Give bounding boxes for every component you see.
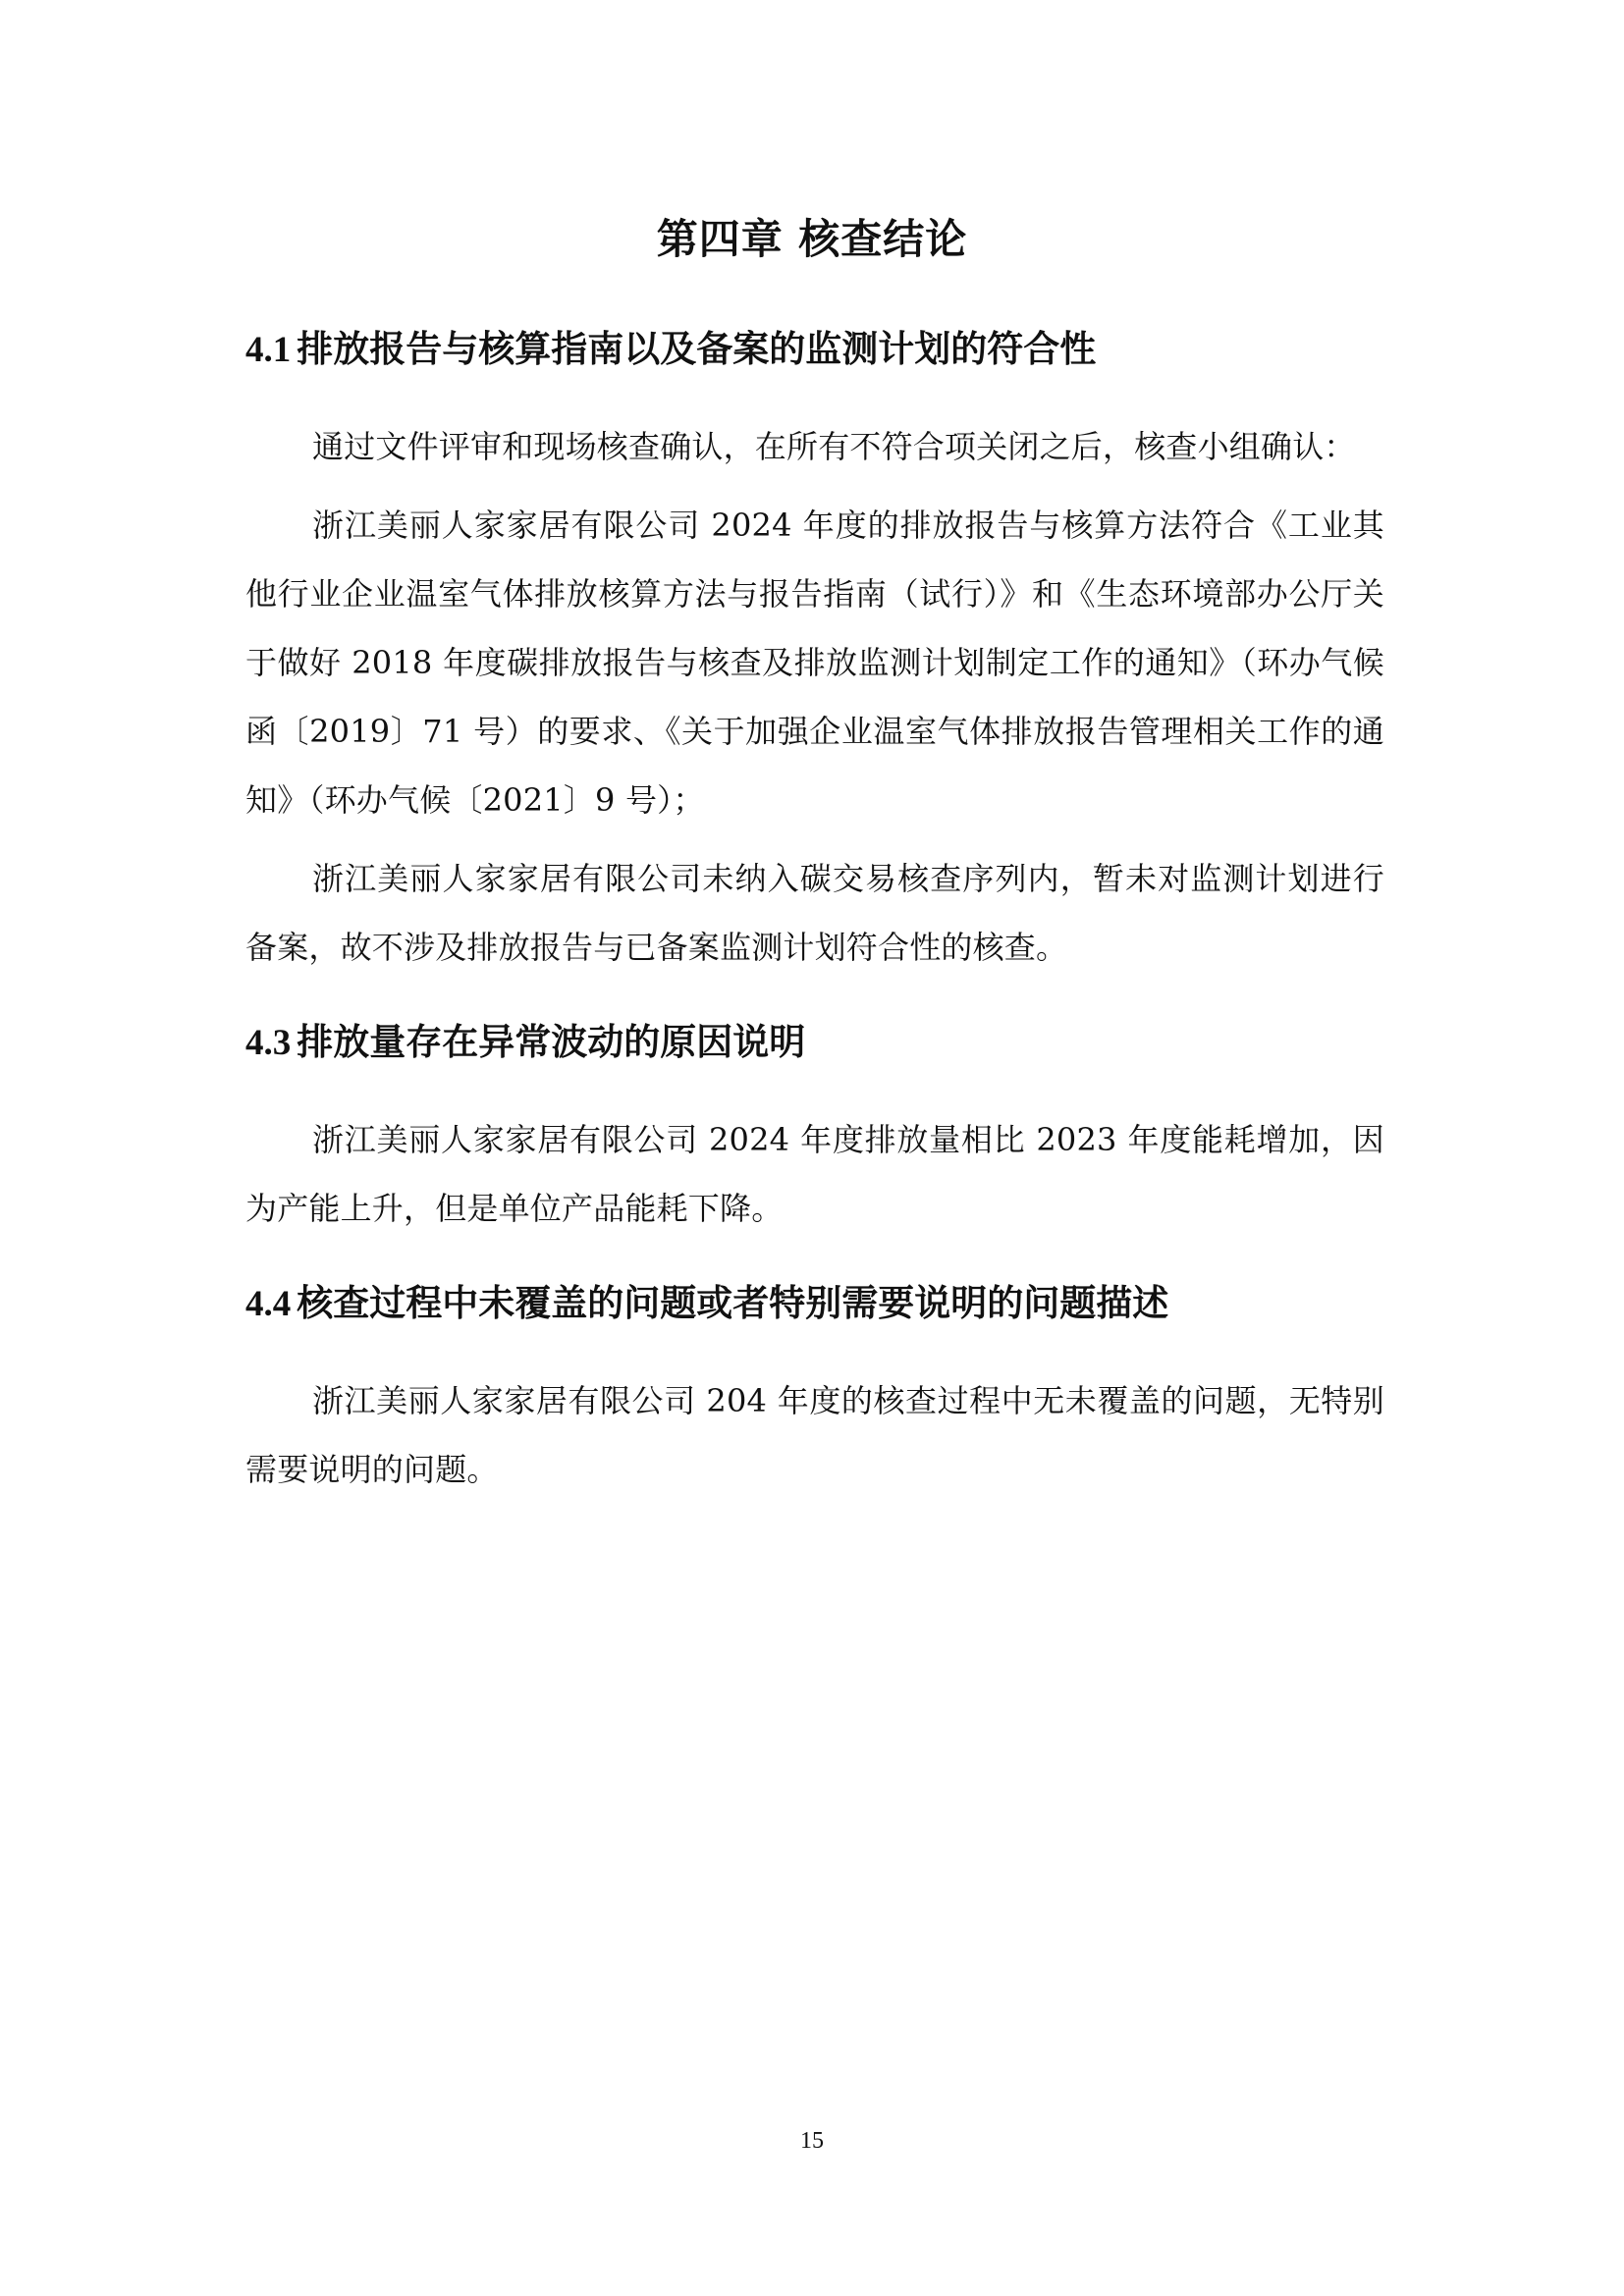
paragraph: 浙江美丽人家家居有限公司 204 年度的核查过程中无未覆盖的问题，无特别需要说明的问题。 — [245, 1382, 1384, 1488]
section-number: 4.3 — [245, 1023, 292, 1063]
paragraph: 浙江美丽人家家居有限公司 2024 年度的排放报告与核算方法符合《工业其他行业企业温室气体排放核算方法与报告指南（试行）》和《生态环境部办公厅关于做好 2018 年度碳排放报告与核查及排放监测计划制定工作的通知》（环办气候函〔2019〕71 号）的要求、《关于加强企业温室气体排放报告管理相关工作的通知》（环办气候〔2021〕9 号）； — [245, 507, 1384, 819]
section-title: 排放量存在异常波动的原因说明 — [297, 1021, 806, 1063]
section-title: 核查过程中未覆盖的问题或者特别需要说明的问题描述 — [297, 1282, 1169, 1324]
page-number: 15 — [800, 2128, 824, 2154]
section-number: 4.1 — [245, 330, 292, 370]
section-heading-4-4 — [245, 1278, 1384, 1330]
paragraph: 通过文件评审和现场核查确认，在所有不符合项关闭之后，核查小组确认： — [312, 428, 1356, 465]
section-number: 4.4 — [245, 1284, 292, 1324]
chapter-title: 第四章 核查结论 — [656, 215, 968, 263]
paragraph: 浙江美丽人家家居有限公司 2024 年度排放量相比 2023 年度能耗增加，因为产能上升，但是单位产品能耗下降。 — [245, 1121, 1384, 1227]
paragraph: 浙江美丽人家家居有限公司未纳入碳交易核查序列内，暂未对监测计划进行备案，故不涉及排放报告与已备案监测计划符合性的核查。 — [245, 860, 1384, 966]
section-heading-4-1 — [245, 324, 1384, 376]
section-heading-4-3 — [245, 1017, 1384, 1069]
section-title: 排放报告与核算指南以及备案的监测计划的符合性 — [297, 328, 1097, 370]
